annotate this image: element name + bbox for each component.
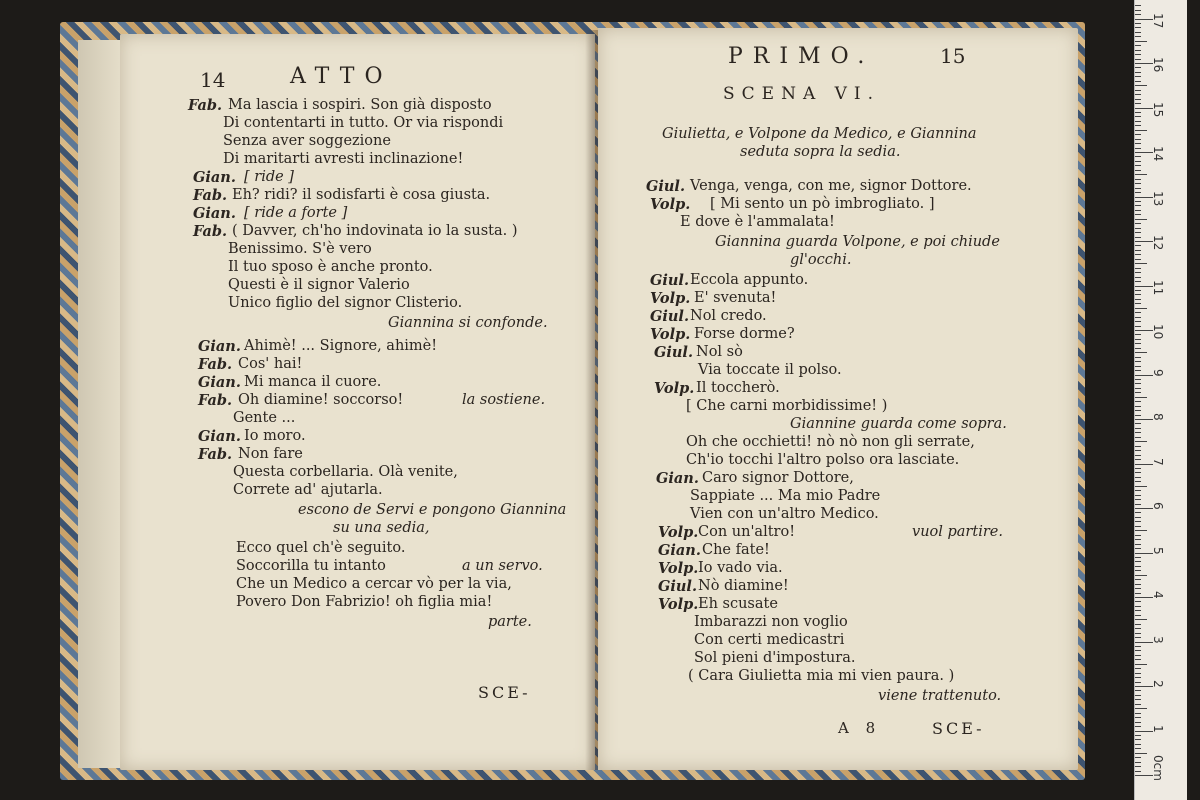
speaker-label: Fab.: [188, 97, 223, 114]
ruler-tick: [1135, 134, 1141, 135]
ruler-tick: [1135, 366, 1141, 367]
ruler-tick: [1135, 722, 1141, 723]
ruler-tick: [1135, 415, 1141, 416]
ruler-tick: [1135, 81, 1141, 82]
speaker-label: Gian.: [658, 542, 701, 559]
ruler-tick: [1135, 245, 1141, 246]
ruler-tick: [1135, 744, 1141, 745]
speaker-label: Volp.: [650, 290, 691, 307]
catchword: SCE-: [478, 683, 531, 702]
ruler-tick: [1135, 59, 1141, 60]
ruler-tick: [1135, 739, 1141, 740]
ruler-tick: [1135, 201, 1141, 202]
verse-line: Io vado via.: [698, 560, 783, 576]
ruler-number: 17: [1151, 12, 1165, 28]
ruler-tick: [1135, 237, 1141, 238]
ruler-tick: [1135, 36, 1141, 37]
ruler-tick: [1135, 472, 1141, 473]
ruler-tick: [1135, 183, 1141, 184]
ruler-tick: [1135, 272, 1141, 273]
ruler-tick: [1135, 521, 1141, 522]
ruler-tick: [1135, 72, 1141, 73]
ruler-tick: [1135, 646, 1141, 647]
verse-line: Benissimo. S'è vero: [228, 241, 372, 257]
ruler-tick: [1135, 121, 1141, 122]
ruler-tick: [1135, 437, 1141, 438]
ruler-number: 8: [1151, 413, 1165, 421]
ruler-tick: [1135, 397, 1147, 398]
ruler-tick: [1135, 219, 1147, 220]
ruler-tick: [1135, 695, 1141, 696]
ruler-tick: [1135, 566, 1141, 567]
ruler-tick: [1135, 446, 1141, 447]
ruler-number: 9: [1151, 368, 1165, 377]
ruler-tick: [1135, 481, 1141, 482]
left-page-header: ATTO: [290, 64, 393, 89]
ruler-tick: [1135, 326, 1141, 327]
verse-line: Cos' hai!: [238, 356, 303, 372]
ruler-tick: [1135, 41, 1147, 42]
verse-line: E' svenuta!: [694, 290, 777, 306]
verse-line: Unico figlio del signor Clisterio.: [228, 295, 463, 311]
speaker-label: Volp.: [658, 560, 699, 577]
ruler-tick: [1135, 708, 1147, 709]
ruler-tick: [1135, 557, 1141, 558]
ruler-tick: [1135, 530, 1147, 531]
ruler-tick: [1135, 512, 1141, 513]
stage-direction: [ ride a forte ]: [244, 205, 348, 221]
verse-line: Io moro.: [244, 428, 306, 444]
ruler-number: 1: [1151, 724, 1165, 733]
verse-line: Questa corbellaria. Olà venite,: [233, 464, 458, 480]
verse-line: Con certi medicastri: [694, 632, 845, 648]
ruler-tick: [1135, 5, 1141, 6]
left-page: [120, 34, 595, 770]
ruler-tick: [1135, 766, 1141, 767]
ruler-tick: [1135, 615, 1141, 616]
verse-line: Vien con un'altro Medico.: [690, 506, 879, 522]
ruler-tick: [1135, 165, 1141, 166]
ruler-tick: [1135, 535, 1141, 536]
ruler-tick: [1135, 606, 1141, 607]
stage-direction: a un servo.: [462, 558, 543, 574]
speaker-label: Giul.: [646, 178, 685, 195]
ruler-number: 16: [1151, 57, 1165, 73]
ruler-tick: [1135, 188, 1141, 189]
verse-line: Non fare: [238, 446, 303, 462]
ruler-tick: [1135, 143, 1141, 144]
speaker-label: Volp.: [650, 326, 691, 343]
ruler-tick: [1135, 432, 1141, 433]
ruler-tick: [1135, 312, 1141, 313]
left-page-number: 14: [200, 68, 226, 92]
speaker-label: Gian.: [193, 205, 236, 222]
speaker-label: Gian.: [656, 470, 699, 487]
speaker-label: Fab.: [198, 356, 233, 373]
ruler-tick: [1135, 76, 1141, 77]
ruler-tick: [1135, 268, 1141, 269]
ruler-tick: [1135, 517, 1141, 518]
ruler-tick: [1135, 99, 1141, 100]
ruler-tick: [1135, 357, 1141, 358]
ruler-tick: [1135, 125, 1141, 126]
verse-line: Eh scusate: [698, 596, 778, 612]
verse-line: Sol pieni d'impostura.: [694, 650, 856, 666]
ruler-tick: [1135, 428, 1141, 429]
ruler-tick: [1135, 210, 1141, 211]
verse-line: Venga, venga, con me, signor Dottore.: [690, 178, 972, 194]
ruler-tick: [1135, 468, 1141, 469]
ruler-tick: [1135, 477, 1141, 478]
verse-line: Via toccate il polso.: [698, 362, 842, 378]
ruler-tick: [1135, 544, 1141, 545]
ruler-number: 6: [1151, 502, 1165, 510]
ruler-tick: [1135, 343, 1141, 344]
ruler-tick: [1135, 205, 1141, 206]
ruler-tick: [1135, 339, 1141, 340]
speaker-label: Fab.: [193, 223, 228, 240]
ruler-tick: [1135, 633, 1141, 634]
ruler-tick: [1135, 10, 1141, 11]
ruler-tick: [1135, 762, 1141, 763]
scene-description: seduta sopra la sedia.: [740, 144, 901, 160]
ruler-tick: [1135, 450, 1141, 451]
verse-line: ( Cara Giulietta mia mi vien paura. ): [688, 668, 955, 684]
verse-line: Questi è il signor Valerio: [228, 277, 410, 293]
ruler-tick: [1135, 334, 1141, 335]
ruler-tick: [1135, 232, 1141, 233]
verse-line: Oh diamine! soccorso!: [238, 392, 404, 408]
speaker-label: Fab.: [193, 187, 228, 204]
ruler-tick: [1135, 290, 1141, 291]
ruler-tick: [1135, 406, 1141, 407]
speaker-label: Giul.: [650, 272, 689, 289]
verse-line: Mi manca il cuore.: [244, 374, 382, 390]
ruler-tick: [1135, 455, 1141, 456]
speaker-label: Fab.: [198, 446, 233, 463]
ruler-tick: [1135, 588, 1141, 589]
ruler-tick: [1135, 570, 1141, 571]
stage-direction: vuol partire.: [912, 524, 1003, 540]
ruler-tick: [1135, 619, 1147, 620]
speaker-label: Gian.: [198, 428, 241, 445]
ruler-tick: [1135, 254, 1141, 255]
ruler-tick: [1135, 294, 1141, 295]
ruler-tick: [1135, 388, 1141, 389]
ruler-tick: [1135, 668, 1141, 669]
stage-direction: gl'occhi.: [790, 252, 852, 268]
ruler-tick: [1135, 14, 1141, 15]
ruler-tick: [1135, 548, 1141, 549]
ruler-tick: [1135, 223, 1141, 224]
ruler-tick: [1135, 726, 1141, 727]
ruler-tick: [1135, 504, 1141, 505]
ruler-number: 12: [1151, 235, 1165, 251]
ruler-tick: [1135, 753, 1147, 754]
measuring-ruler: [1134, 0, 1187, 800]
ruler-tick: [1135, 370, 1141, 371]
ruler-tick: [1135, 348, 1141, 349]
ruler-tick: [1135, 704, 1141, 705]
ruler-tick: [1135, 490, 1141, 491]
ruler-tick: [1135, 148, 1141, 149]
ruler-tick: [1135, 771, 1141, 772]
ruler-tick: [1135, 392, 1141, 393]
page-edges: [78, 40, 123, 768]
ruler-tick: [1135, 361, 1141, 362]
verse-line: Soccorilla tu intanto: [236, 558, 386, 574]
ruler-tick: [1135, 321, 1141, 322]
ruler-tick: [1135, 655, 1141, 656]
ruler-tick: [1135, 584, 1141, 585]
verse-line: ( Davver, ch'ho indovinata io la susta. ): [232, 223, 518, 239]
verse-line: Eccola appunto.: [690, 272, 809, 288]
verse-line: E dove è l'ammalata!: [680, 214, 835, 230]
ruler-tick: [1135, 85, 1147, 86]
ruler-tick: [1135, 699, 1141, 700]
ruler-tick: [1135, 526, 1141, 527]
verse-line: Imbarazzi non voglio: [694, 614, 848, 630]
ruler-tick: [1135, 673, 1141, 674]
ruler-tick: [1135, 103, 1141, 104]
scene-title: SCENA VI.: [723, 84, 881, 104]
ruler-tick: [1135, 277, 1141, 278]
ruler-tick: [1135, 717, 1141, 718]
ruler-tick: [1135, 161, 1141, 162]
verse-line: Che fate!: [702, 542, 770, 558]
verse-line: [ Mi sento un pò imbrogliato. ]: [710, 196, 935, 212]
ruler-tick: [1135, 757, 1141, 758]
ruler-tick: [1135, 624, 1141, 625]
stage-direction: parte.: [488, 614, 532, 630]
verse-line: Di contentarti in tutto. Or via rispondi: [223, 115, 504, 131]
ruler-tick: [1135, 23, 1141, 24]
stage-direction: Giannina guarda Volpone, e poi chiude: [715, 234, 1000, 250]
speaker-label: Giul.: [654, 344, 693, 361]
stage-direction: viene trattenuto.: [878, 688, 1002, 704]
verse-line: Sappiate ... Ma mio Padre: [690, 488, 881, 504]
verse-line: Forse dorme?: [694, 326, 795, 342]
scene-description: Giulietta, e Volpone da Medico, e Giannina: [662, 126, 977, 142]
verse-line: Gente ...: [233, 410, 296, 426]
verse-line: Ahimè! ... Signore, ahimè!: [244, 338, 438, 354]
ruler-tick: [1135, 401, 1141, 402]
verse-line: Il tuo sposo è anche pronto.: [228, 259, 433, 275]
verse-line: Nol credo.: [690, 308, 767, 324]
verse-line: Il toccherò.: [696, 380, 780, 396]
ruler-tick: [1135, 352, 1147, 353]
ruler-tick: [1135, 499, 1141, 500]
speaker-label: Gian.: [193, 169, 236, 186]
ruler-number: 7: [1151, 457, 1165, 466]
right-page: [598, 28, 1078, 770]
verse-line: Povero Don Fabrizio! oh figlia mia!: [236, 594, 493, 610]
verse-line: Ch'io tocchi l'altro polso ora lasciate.: [686, 452, 960, 468]
ruler-number: 14: [1151, 146, 1165, 162]
ruler-tick: [1135, 228, 1141, 229]
ruler-tick: [1135, 379, 1141, 380]
ruler-number: 11: [1151, 279, 1165, 295]
stage-direction: Giannina si confonde.: [388, 315, 548, 331]
catchword: SCE-: [932, 719, 985, 738]
ruler-tick: [1135, 575, 1147, 576]
ruler-tick: [1135, 664, 1147, 665]
ruler-tick: [1135, 650, 1141, 651]
ruler-tick: [1135, 423, 1141, 424]
ruler-tick: [1135, 317, 1141, 318]
ruler-tick: [1135, 130, 1147, 131]
ruler-tick: [1135, 579, 1141, 580]
ruler-tick: [1135, 677, 1141, 678]
stage-direction: Giannine guarda come sopra.: [790, 416, 1007, 432]
speaker-label: Volp.: [650, 196, 691, 213]
ruler-tick: [1135, 112, 1141, 113]
ruler-number: 13: [1151, 190, 1165, 206]
ruler-tick: [1135, 259, 1141, 260]
ruler-number: 3: [1151, 635, 1165, 644]
ruler-tick: [1135, 495, 1141, 496]
stage-direction: [ ride ]: [244, 169, 294, 185]
speaker-label: Giul.: [650, 308, 689, 325]
verse-line: Di maritarti avresti inclinazione!: [223, 151, 464, 167]
ruler-unit: 0cm: [1151, 755, 1165, 781]
ruler-tick: [1135, 593, 1141, 594]
ruler-tick: [1135, 281, 1141, 282]
ruler-tick: [1135, 308, 1147, 309]
ruler-tick: [1135, 192, 1141, 193]
ruler-number: 10: [1151, 324, 1165, 340]
speaker-label: Volp.: [658, 524, 699, 541]
ruler-tick: [1135, 628, 1141, 629]
ruler-tick: [1135, 27, 1141, 28]
ruler-tick: [1135, 67, 1141, 68]
ruler-tick: [1135, 410, 1141, 411]
speaker-label: Giul.: [658, 578, 697, 595]
ruler-tick: [1135, 459, 1141, 460]
ruler-tick: [1135, 539, 1141, 540]
ruler-tick: [1135, 637, 1141, 638]
ruler-number: 2: [1151, 680, 1165, 688]
signature-mark: A 8: [838, 719, 882, 737]
ruler-tick: [1135, 156, 1141, 157]
verse-line: Oh che occhietti! nò nò non gli serrate,: [686, 434, 975, 450]
ruler-tick: [1135, 659, 1141, 660]
ruler-tick: [1135, 748, 1141, 749]
ruler-tick: [1135, 735, 1141, 736]
right-page-number: 15: [940, 44, 966, 68]
ruler-tick: [1135, 214, 1141, 215]
verse-line: Eh? ridi? il sodisfarti è cosa giusta.: [232, 187, 491, 203]
ruler-tick: [1135, 303, 1141, 304]
speaker-label: Volp.: [654, 380, 695, 397]
ruler-tick: [1135, 174, 1147, 175]
stage-direction: la sostiene.: [462, 392, 546, 408]
ruler-tick: [1135, 690, 1141, 691]
ruler-tick: [1135, 441, 1147, 442]
ruler-tick: [1135, 682, 1141, 683]
ruler-number: 15: [1151, 101, 1165, 117]
ruler-tick: [1135, 90, 1141, 91]
ruler-tick: [1135, 601, 1141, 602]
stage-direction: escono de Servi e pongono Giannina: [298, 502, 567, 518]
speaker-label: Fab.: [198, 392, 233, 409]
ruler-tick: [1135, 713, 1141, 714]
ruler-tick: [1135, 170, 1141, 171]
verse-line: Ma lascia i sospiri. Son già disposto: [228, 97, 492, 113]
ruler-number: 5: [1151, 546, 1165, 555]
ruler-tick: [1135, 32, 1141, 33]
ruler-tick: [1135, 299, 1141, 300]
ruler-tick: [1135, 179, 1141, 180]
speaker-label: Volp.: [658, 596, 699, 613]
ruler-tick: [1135, 139, 1141, 140]
verse-line: Ecco quel ch'è seguito.: [236, 540, 406, 556]
verse-line: Nò diamine!: [698, 578, 789, 594]
verse-line: [ Che carni morbidissime! ): [686, 398, 888, 414]
verse-line: Caro signor Dottore,: [702, 470, 854, 486]
ruler-tick: [1135, 610, 1141, 611]
ruler-tick: [1135, 45, 1141, 46]
ruler-number: 4: [1151, 591, 1165, 599]
right-page-header: PRIMO.: [728, 44, 875, 69]
speaker-label: Gian.: [198, 374, 241, 391]
ruler-tick: [1135, 50, 1141, 51]
verse-line: Con un'altro!: [698, 524, 796, 540]
stage-direction: su una sedia,: [333, 520, 430, 536]
verse-line: Senza aver soggezione: [223, 133, 391, 149]
ruler-tick: [1135, 94, 1141, 95]
verse-line: Correte ad' ajutarla.: [233, 482, 383, 498]
ruler-tick: [1135, 116, 1141, 117]
ruler-tick: [1135, 561, 1141, 562]
ruler-tick: [1135, 263, 1147, 264]
verse-line: Che un Medico a cercar vò per la via,: [236, 576, 512, 592]
ruler-tick: [1135, 54, 1141, 55]
speaker-label: Gian.: [198, 338, 241, 355]
ruler-tick: [1135, 486, 1147, 487]
verse-line: Nol sò: [696, 344, 743, 360]
ruler-tick: [1135, 250, 1141, 251]
ruler-tick: [1135, 383, 1141, 384]
